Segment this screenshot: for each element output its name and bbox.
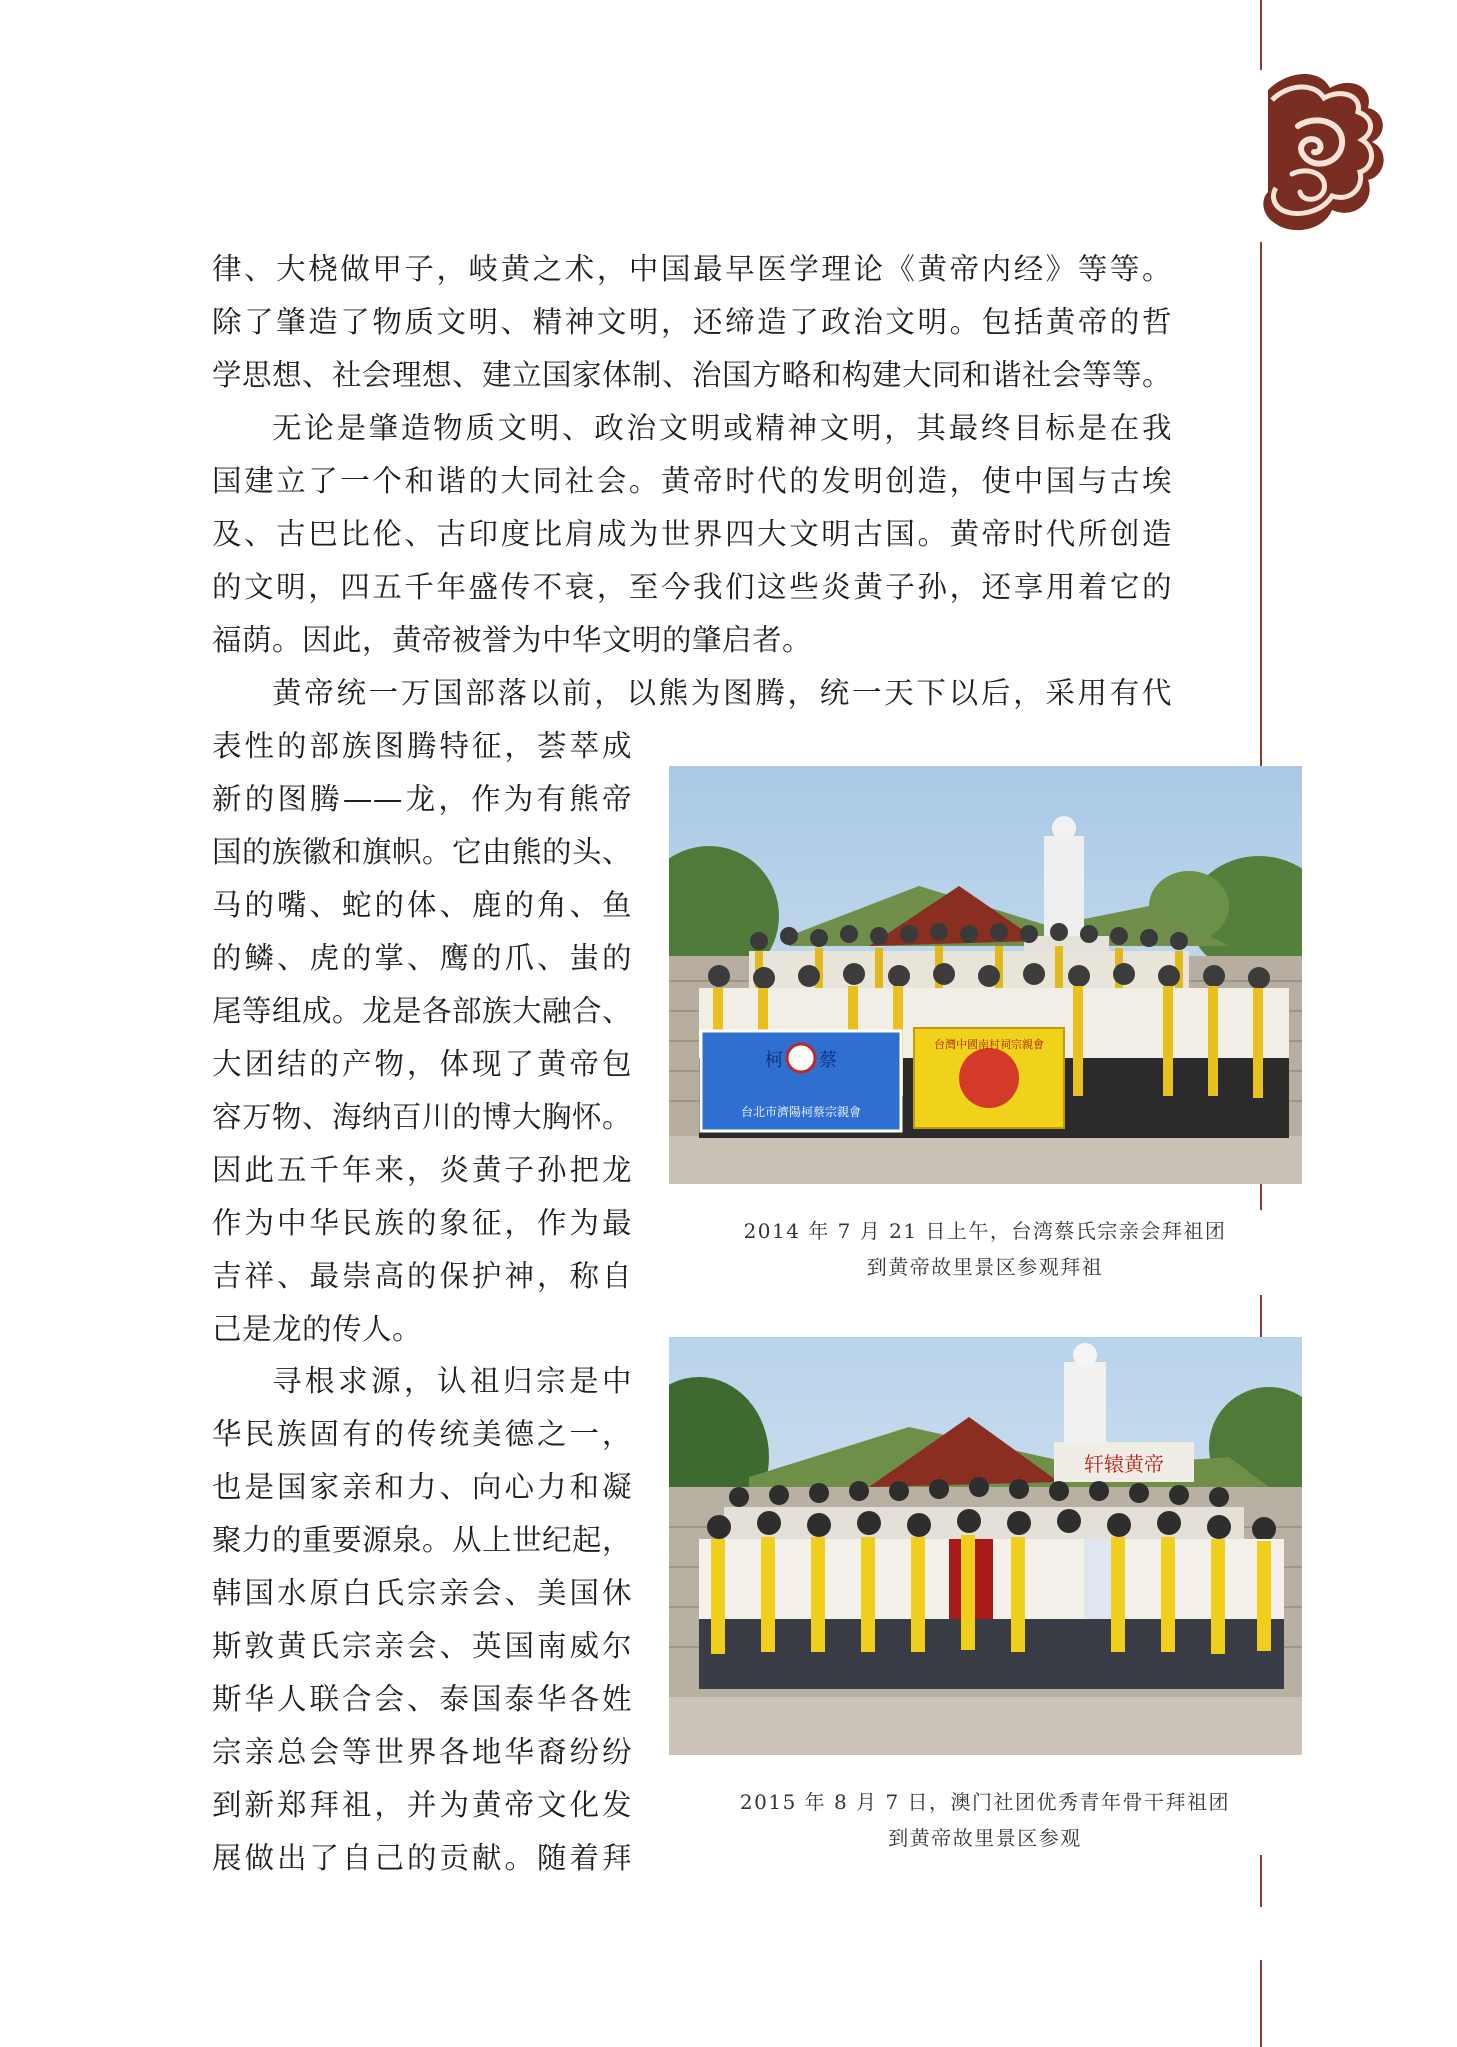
text-line: 及、古巴比伦、古印度比肩成为世界四大文明古国。黄帝时代所创造 [212,517,1172,551]
text-line: 福荫。因此，黄帝被誉为中华文明的肇启者。 [212,623,813,657]
paragraph-top [212,243,1172,402]
photo-2-group-at-monument [669,1337,1302,1755]
margin-rule-lower [1260,1295,1262,1337]
text-line: 国建立了一个和谐的大同社会。黄帝时代的发明创造，使中国与古埃 [212,464,1172,498]
text-line: 斯华人联合会、泰国泰华各姓 [212,1682,632,1716]
margin-rule-end [1260,1960,1262,2047]
paragraph-4-column [212,1355,632,1885]
text-line: 到新郑拜祖，并为黄帝文化发 [212,1788,632,1822]
text-line: 作为中华民族的象征，作为最 [212,1206,632,1240]
text-line: 因此五千年来，炎黄子孙把龙 [212,1153,632,1187]
cloud-ornament-icon [1258,70,1386,242]
text-line: 华民族固有的传统美德之一， [212,1417,632,1451]
text-line: 的文明，四五千年盛传不衰，至今我们这些炎黄子孙，还享用着它的 [212,570,1172,604]
photo-1-caption [660,1213,1310,1285]
text-line: 斯敦黄氏宗亲会、英国南威尔 [212,1629,632,1663]
text-line: 的鳞、虎的掌、鹰的爪、蚩的 [212,941,632,975]
banner-blue-bottom-text: 台北市濟陽柯蔡宗親會 [740,1105,862,1119]
text-line: 也是国家亲和力、向心力和凝 [212,1470,632,1504]
text-line: 尾等组成。龙是各部族大融合、 [212,994,633,1028]
photo-2-caption-line-1: 2015 年 8 月 7 日，澳门社团优秀青年骨干拜祖团 [739,1790,1231,1814]
photo-1-caption-line-1: 2014 年 7 月 21 日上午，台湾蔡氏宗亲会拜祖团 [743,1219,1227,1243]
text-line: 寻根求源，认祖归宗是中 [272,1364,632,1398]
photo-2-caption [660,1784,1310,1856]
text-line: 马的嘴、蛇的体、鹿的角、鱼 [212,888,632,922]
margin-rule-bottom [1260,1855,1262,1907]
photo-1-group-at-monument [669,766,1302,1184]
photo-2-image [669,1337,1302,1755]
margin-rule-top [1260,0,1262,70]
text-line: 吉祥、最崇高的保护神，称自 [212,1259,632,1293]
text-line: 宗亲总会等世界各地华裔纷纷 [212,1735,632,1769]
paragraph-3-first-line [212,667,1172,720]
text-line: 除了肇造了物质文明、精神文明，还缔造了政治文明。包括黄帝的哲 [212,305,1172,339]
paragraph-3-column [212,720,632,1356]
text-line: 己是龙的传人。 [212,1312,423,1346]
photo-2-sign-text: 轩辕黄帝 [1084,1452,1164,1476]
text-line: 国的族徽和旗帜。它由熊的头、 [212,835,633,869]
text-line: 律、大桡做甲子，岐黄之术，中国最早医学理论《黄帝内经》等等。 [212,252,1172,286]
text-line: 聚力的重要源泉。从上世纪起， [212,1523,633,1557]
text-line: 表性的部族图腾特征，荟萃成 [212,729,632,763]
text-line: 韩国水原白氏宗亲会、美国休 [212,1576,632,1610]
text-line: 容万物、海纳百川的博大胸怀。 [212,1100,633,1134]
text-line: 无论是肇造物质文明、政治文明或精神文明，其最终目标是在我 [272,411,1172,445]
text-line: 学思想、社会理想、建立国家体制、治国方略和构建大同和谐社会等等。 [212,358,1173,392]
paragraph-2 [212,402,1172,667]
banner-yellow-text: 台灣中國南村祠宗親會 [934,1038,1044,1051]
text-line: 黄帝统一万国部落以前，以熊为图腾，统一天下以后，采用有代 [272,676,1172,710]
photo-2-caption-line-2: 到黄帝故里景区参观 [888,1826,1082,1850]
banner-blue-top-text: 柯 蔡 [765,1050,837,1071]
text-line: 新的图腾——龙，作为有熊帝 [212,782,632,816]
text-line: 展做出了自己的贡献。随着拜 [212,1841,632,1875]
text-line: 大团结的产物，体现了黄帝包 [212,1047,632,1081]
photo-1-image [669,766,1302,1184]
photo-1-caption-line-2: 到黄帝故里景区参观拜祖 [866,1255,1104,1279]
